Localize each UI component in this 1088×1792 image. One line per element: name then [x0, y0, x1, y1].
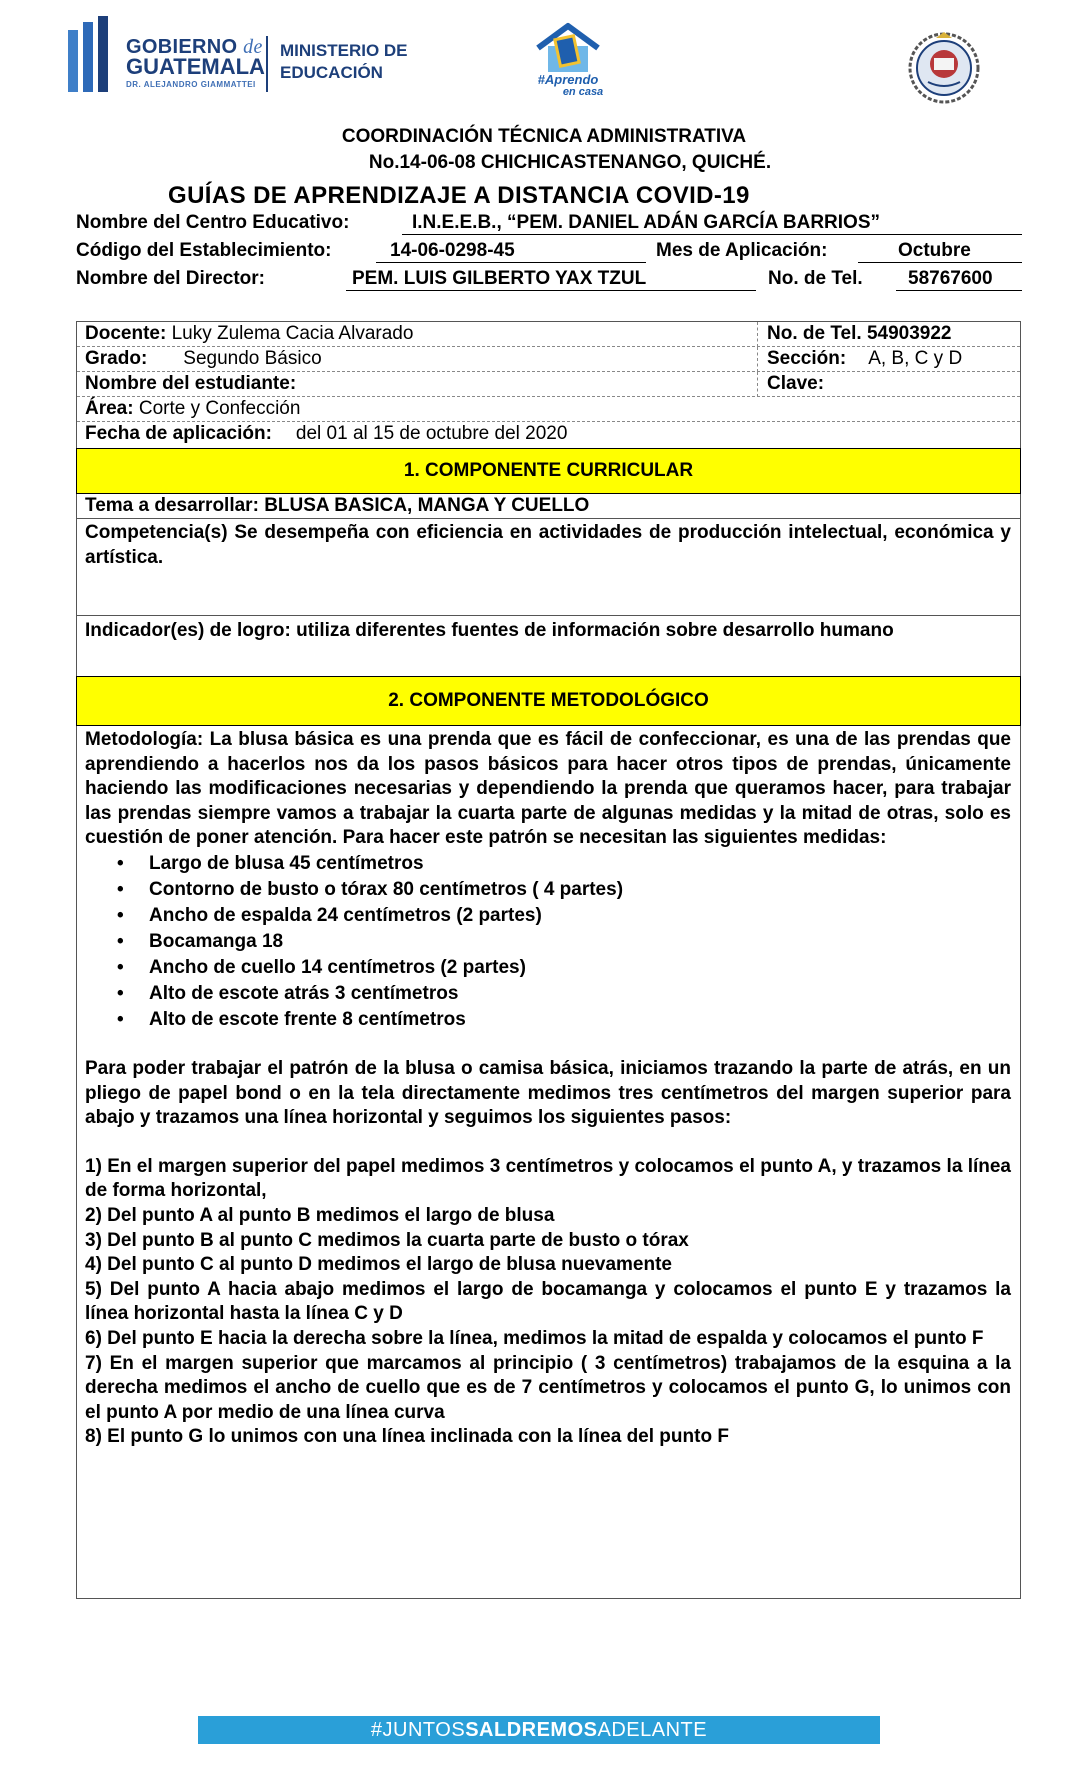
logo-separator	[266, 36, 268, 92]
guatemala-text: GUATEMALA	[126, 54, 265, 79]
centro-label: Nombre del Centro Educativo:	[76, 212, 350, 233]
componente-metodologico-header: 2. COMPONENTE METODOLÓGICO	[76, 676, 1021, 726]
header-coordinacion: COORDINACIÓN TÉCNICA ADMINISTRATIVA	[341, 126, 747, 147]
header-address: No.14-06-08 CHICHICASTENANGO, QUICHÉ.	[368, 152, 772, 173]
competencia-text: Competencia(s) Se desempeña con eficiencia en actividades de producción intelectual, económica y artística.	[85, 522, 1011, 568]
seccion-value: A, B, C y D	[868, 348, 963, 369]
tema-label: Tema a desarrollar:	[85, 495, 259, 516]
row-estudiante	[77, 372, 1020, 397]
president-text: DR. ALEJANDRO GIAMMATTEI	[126, 80, 256, 89]
gobierno-text: GOBIERNO de	[126, 36, 263, 58]
row-competencia	[77, 519, 1020, 616]
director-tel-label: No. de Tel.	[768, 268, 863, 289]
paso-item: 3) Del punto B al punto C medimos la cuarta parte de busto o tórax	[85, 1229, 689, 1251]
grado-label: Grado:	[85, 348, 148, 369]
medidas-list	[85, 851, 1011, 1033]
intro-pasos-text: Para poder trabajar el patrón de la blusa o camisa básica, iniciamos trazando la parte de atrás, en un pliego de papel bond o en la tela directamente medimos tres centímetros del margen superior para abajo y trazamos una línea horizontal y seguimos los siguientes pasos:	[85, 1057, 1011, 1129]
medida-item: • Alto de escote atrás 3 centímetros	[149, 981, 1011, 1007]
paso-item: 5) Del punto A hacia abajo medimos el largo de bocamanga y colocamos el punto E y trazamos la línea horizontal hasta la línea C y D	[85, 1278, 1011, 1325]
area-value: Corte y Confección	[138, 398, 301, 419]
paso-item: 2) Del punto A al punto B medimos el largo de blusa	[85, 1204, 555, 1226]
gobierno-logo	[66, 16, 426, 98]
footer-banner: #JUNTOSSALDREMOSADELANTE	[198, 1716, 880, 1744]
aprendo-hashtag: #Aprendo	[537, 72, 599, 87]
paso-item: 1) En el margen superior del papel medimos 3 centímetros y colocamos el punto A, y trazamos la línea de forma horizontal,	[85, 1155, 1011, 1202]
mes-value: Octubre	[858, 240, 1022, 263]
componente-curricular-header: 1. COMPONENTE CURRICULAR	[76, 448, 1021, 494]
tema-value: BLUSA BASICA, MANGA Y CUELLO	[264, 495, 590, 516]
medida-item: • Largo de blusa 45 centímetros	[149, 851, 1011, 877]
director-value: PEM. LUIS GILBERTO YAX TZUL	[346, 268, 756, 291]
ministerio-text: MINISTERIO DE EDUCACIÓN	[280, 41, 408, 82]
mes-label: Mes de Aplicación:	[656, 240, 828, 261]
page-title: GUÍAS DE APRENDIZAJE A DISTANCIA COVID-19	[168, 182, 750, 209]
director-tel-value: 58767600	[896, 268, 1022, 291]
clave-label: Clave:	[767, 373, 825, 394]
metodologia-section	[85, 728, 1011, 1450]
director-label: Nombre del Director:	[76, 268, 265, 289]
docente-tel-label: No. de Tel.	[767, 323, 862, 344]
indicador-text: Indicador(es) de logro: utiliza diferentes fuentes de información sobre desarrollo humano	[85, 620, 894, 641]
area-label: Área:	[85, 398, 134, 419]
medida-item: • Bocamanga 18	[149, 929, 1011, 955]
metodologia-text: Metodología: La blusa básica es una prenda que es fácil de confeccionar, es una de las prendas que aprendiendo a hacerlos nos da los pasos básicos para hacer otros tipos de prendas, únicamente haciendo las modificaciones necesarias y dependiendo la prenda que queramos hacer, para trabajar las prendas siempre vamos a trabajar la cuarta parte de algunas medidas y la mitad de otras, solo es cuestión de poner atención. Para hacer este patrón se necesitan las siguientes medidas:	[85, 729, 1011, 849]
guide-table	[76, 321, 1021, 1599]
fecha-label: Fecha de aplicación:	[85, 423, 272, 444]
codigo-value: 14-06-0298-45	[376, 240, 646, 263]
docente-label: Docente:	[85, 323, 167, 344]
row-area	[77, 397, 1020, 422]
row-tema	[77, 494, 1020, 519]
row-fecha	[77, 422, 1020, 448]
guatemala-bars-icon	[66, 16, 114, 94]
docente-tel-value: 54903922	[866, 323, 952, 344]
paso-item: 8) El punto G lo unimos con una línea inclinada con la línea del punto F	[85, 1426, 729, 1448]
medida-item: • Alto de escote frente 8 centímetros	[149, 1007, 1011, 1033]
centro-value: I.N.E.E.B., “PEM. DANIEL ADÁN GARCÍA BARRIOS”	[402, 212, 1022, 235]
paso-item: 6) Del punto E hacia la derecha sobre la línea, medimos la mitad de espalda y colocamos el punto F	[85, 1327, 984, 1349]
medida-item: • Contorno de busto o tórax 80 centímetros ( 4 partes)	[149, 877, 1011, 903]
estudiante-label: Nombre del estudiante:	[85, 373, 297, 394]
paso-item: 4) Del punto C al punto D medimos el largo de blusa nuevamente	[85, 1254, 672, 1276]
paso-item: 7) En el margen superior que marcamos al principio ( 3 centímetros) trabajamos de la esquina a la derecha medimos el ancho de cuello que es de 7 centímetros y colocamos el punto G, lo unimos con el punto A por medio de una línea curva	[85, 1352, 1011, 1423]
docente-value: Luky Zulema Cacia Alvarado	[171, 323, 414, 344]
seccion-label: Sección:	[767, 348, 847, 369]
medida-item: • Ancho de espalda 24 centímetros (2 partes)	[149, 903, 1011, 929]
row-grado	[77, 347, 1020, 372]
medida-item: • Ancho de cuello 14 centímetros (2 partes)	[149, 955, 1011, 981]
pasos-list	[85, 1155, 1011, 1450]
fecha-value: del 01 al 15 de octubre del 2020	[295, 423, 568, 444]
school-seal-icon	[908, 30, 980, 104]
aprendo-en-casa-logo	[520, 22, 616, 102]
row-docente	[77, 322, 1020, 347]
house-book-icon	[534, 22, 602, 76]
codigo-label: Código del Establecimiento:	[76, 240, 332, 261]
aprendo-encasa: en casa	[562, 86, 604, 98]
grado-value: Segundo Básico	[183, 348, 322, 369]
